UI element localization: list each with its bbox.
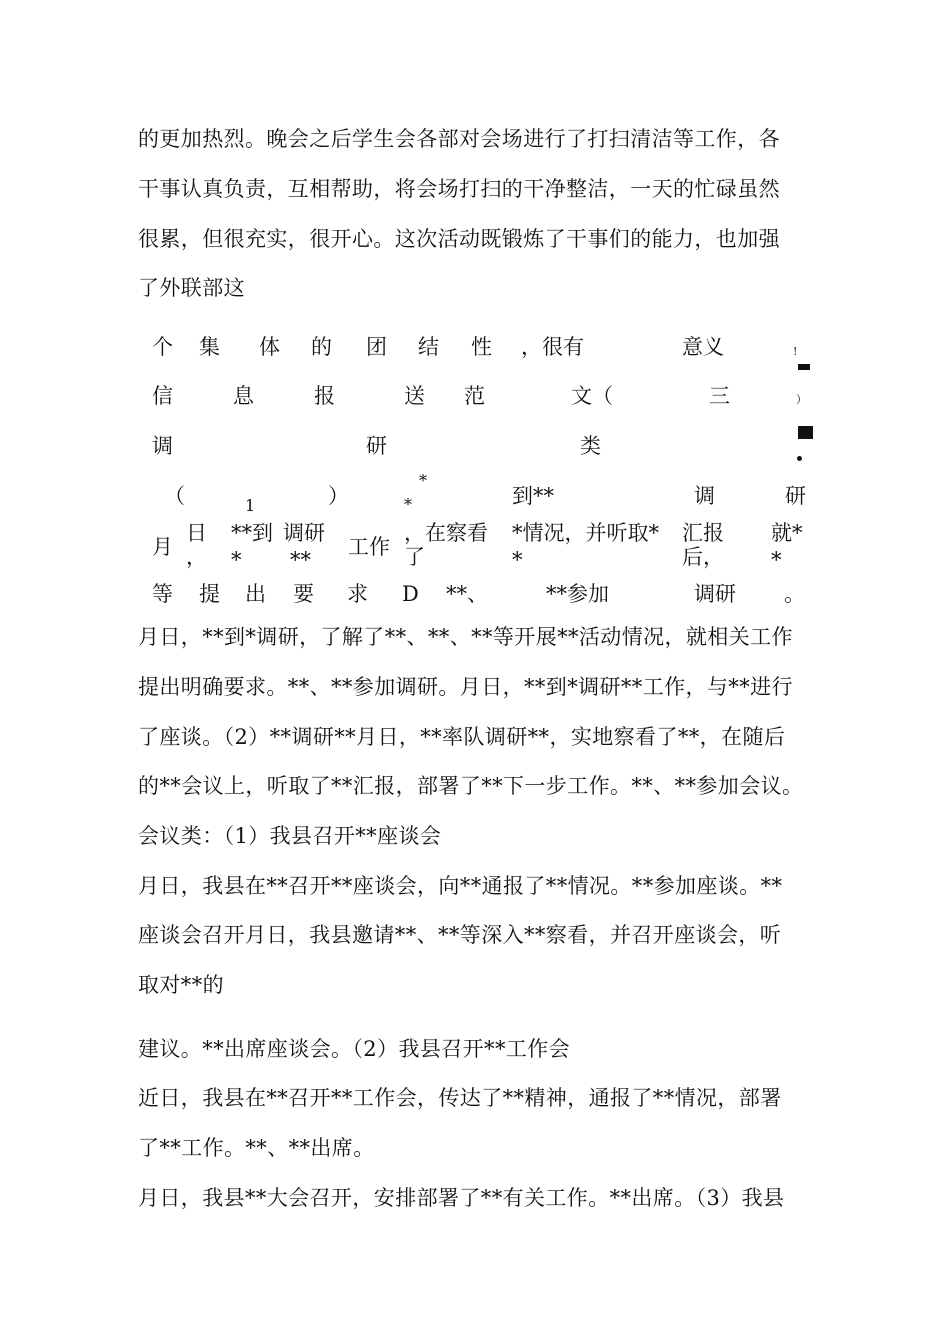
grid-cell: 到** (512, 484, 554, 508)
grid-cell: 调 (152, 434, 173, 458)
grid-cell: **、 (446, 582, 488, 606)
text-line: 干事认真负责，互相帮助，将会场打扫的干净整洁，一天的忙碌虽然 (138, 177, 780, 201)
grid-cell: * (231, 548, 242, 572)
grid-cell: 后， (682, 545, 724, 569)
text-line: 近日，我县在**召开**工作会，传达了**精神，通报了**情况，部署 (138, 1086, 782, 1110)
grid-cell: 研 (366, 434, 387, 458)
grid-cell: 。 (784, 582, 805, 606)
grid-cell: *情况，并听取* (512, 521, 659, 545)
grid-cell: 研 (785, 484, 806, 508)
grid-cell: * (404, 495, 412, 514)
grid-cell: ，在察看 (404, 521, 488, 545)
text-line: 月日，我县在**召开**座谈会，向**通报了**情况。**参加座谈。** (138, 874, 783, 898)
grid-cell: 意义 (682, 335, 724, 359)
margin-block (798, 426, 813, 439)
grid-cell: 就* (771, 521, 803, 545)
grid-cell: 求 (347, 582, 368, 606)
text-line: 月日，**到*调研，了解了**、**、**等开展**活动情况，就相关工作 (138, 625, 793, 649)
grid-cell: 三 (709, 384, 730, 408)
grid-cell: 日 (186, 521, 207, 545)
grid-cell: ，很有 (521, 335, 584, 359)
grid-cell: 集 (199, 335, 220, 359)
grid-cell: 提 (199, 582, 220, 606)
grid-cell: 结 (418, 335, 439, 359)
text-line: 建议。**出席座谈会。（2）我县召开**工作会 (138, 1037, 571, 1061)
grid-cell: 文（ (571, 384, 613, 408)
text-line: 很累，但很充实，很开心。这次活动既锻炼了干事们的能力，也加强 (138, 227, 780, 251)
grid-cell: 个 (152, 335, 173, 359)
grid-cell: ** (290, 548, 311, 572)
margin-block (798, 364, 810, 370)
grid-cell: * (512, 548, 523, 572)
grid-cell: 范 (464, 384, 485, 408)
grid-cell: 体 (259, 335, 280, 359)
text-line: 了外联部这 (138, 276, 245, 300)
text-line: 了座谈。（2）**调研**月日，**率队调研**，实地察看了**，在随后 (138, 725, 786, 749)
grid-cell: **参加 (546, 582, 609, 606)
margin-mark: ） (796, 393, 807, 406)
grid-cell: * (771, 548, 782, 572)
grid-cell: 息 (233, 384, 254, 408)
grid-cell: 的 (311, 335, 332, 359)
grid-cell: 性 (471, 335, 492, 359)
grid-cell: 汇报 (682, 521, 724, 545)
text-line: 取对**的 (138, 973, 224, 997)
grid-cell: * (419, 471, 427, 490)
grid-cell: 出 (245, 582, 266, 606)
grid-cell: D (402, 582, 419, 606)
grid-cell: 调 (694, 484, 715, 508)
grid-cell: 1 (245, 496, 256, 515)
text-line: 座谈会召开月日，我县邀请**、**等深入**察看，并召开座谈会，听 (138, 923, 782, 947)
grid-cell: 月 (152, 535, 173, 559)
text-line: 会议类：（1）我县召开**座谈会 (138, 824, 442, 848)
grid-cell: 要 (293, 582, 314, 606)
text-line: 月日，我县**大会召开，安排部署了**有关工作。**出席。（3）我县 (138, 1186, 785, 1210)
text-line: 了**工作。**、**出席。 (138, 1136, 375, 1160)
grid-cell: 调研 (694, 582, 736, 606)
grid-cell: 送 (404, 384, 425, 408)
grid-cell: **到 (231, 521, 273, 545)
grid-cell: ， (186, 545, 207, 569)
grid-cell: 调研 (283, 521, 325, 545)
grid-cell: 信 (152, 384, 173, 408)
text-line: 的**会议上，听取了**汇报，部署了**下一步工作。**、**参加会议。 (138, 774, 804, 798)
margin-mark: ! (793, 345, 798, 358)
grid-cell: （ (164, 484, 185, 508)
grid-cell: 了 (404, 545, 425, 569)
grid-cell: 工作 (348, 535, 390, 559)
text-line: 的更加热烈。晚会之后学生会各部对会场进行了打扫清洁等工作，各 (138, 127, 780, 151)
margin-dot (797, 456, 802, 461)
grid-cell: 团 (366, 335, 387, 359)
grid-cell: ） (328, 484, 349, 508)
grid-cell: 报 (314, 384, 335, 408)
grid-cell: 等 (152, 582, 173, 606)
grid-cell: 类 (580, 434, 601, 458)
text-line: 提出明确要求。**、**参加调研。月日，**到*调研**工作，与**进行 (138, 675, 793, 699)
